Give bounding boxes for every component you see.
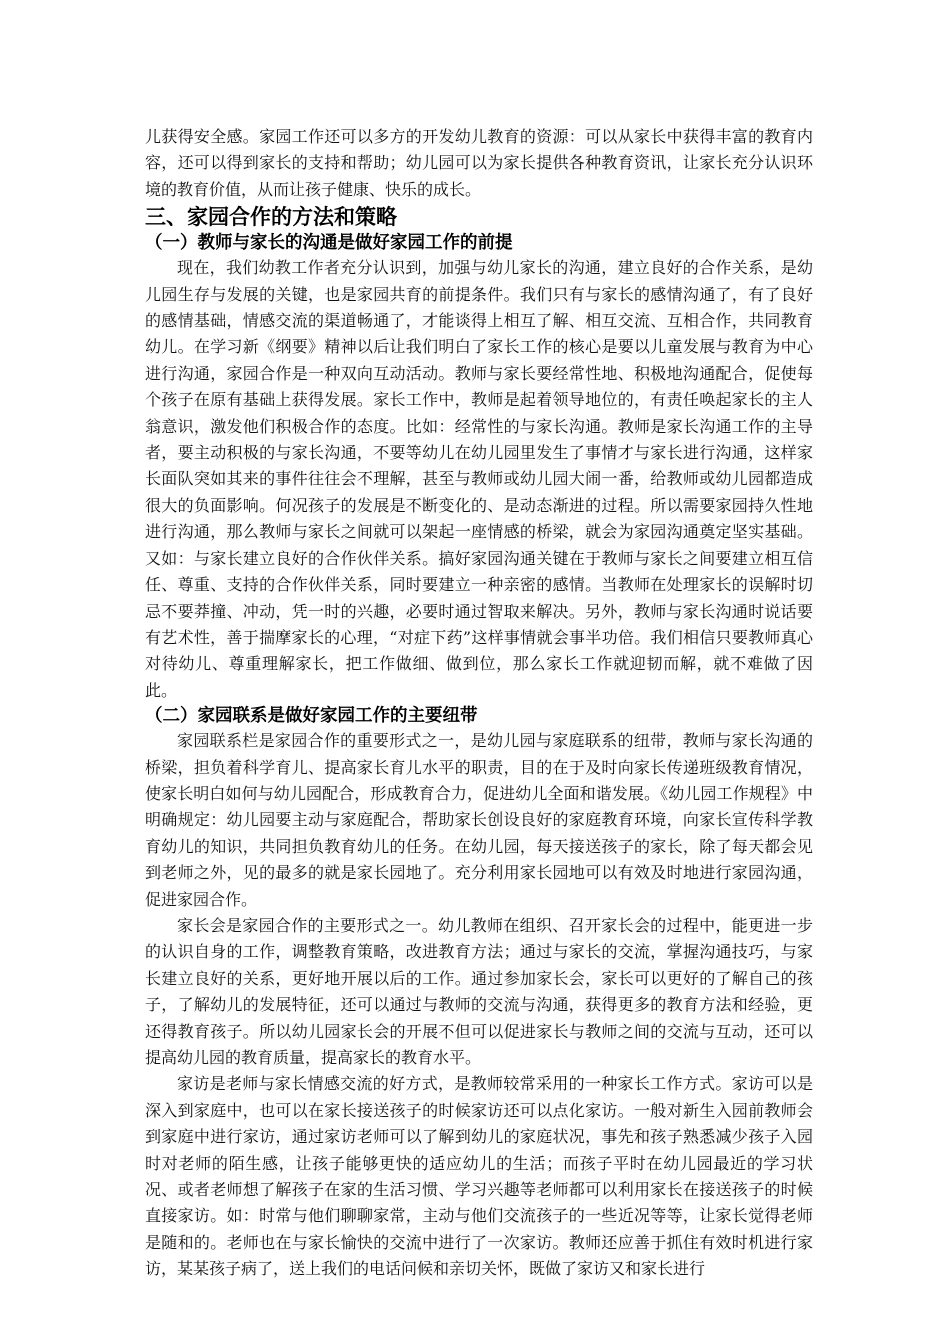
document-page xyxy=(145,124,813,1283)
subsection-1-paragraph: 现在，我们幼教工作者充分认识到，加强与幼儿家长的沟通，建立良好的合作关系，是幼儿园生存与发展的关键，也是家园共育的前提条件。我们只有与家长的感情沟通了，有了良好的感情基础，情感交流的渠道畅通了，才能谈得上相互了解、相互交流、互相合作，共同教育幼儿。在学习新《纲要》精神以后让我们明白了家长工作的核心是要以儿童发展与教育为中心进行沟通，家园合作是一种双向互动活动。教师与家长要经常性地、积极地沟通配合，促使每个孩子在原有基础上获得发展。家长工作中，教师是起着领导地位的，有责任唤起家长的主人翁意识，激发他们积极合作的态度。比如：经常性的与家长沟通。教师是家长沟通工作的主导者，要主动积极的与家长沟通，不要等幼儿在幼儿园里发生了事情才与家长进行沟通，这样家长面队突如其来的事件往往会不理解，甚至与教师或幼儿园大闹一番，给教师或幼儿园都造成很大的负面影响。何况孩子的发展是不断变化的、是动态渐进的过程。所以需要家园持久性地进行沟通，那么教师与家长之间就可以架起一座情感的桥梁，就会为家园沟通奠定坚实基础。又如：与家长建立良好的合作伙伴关系。搞好家园沟通关键在于教师与家长之间要建立相互信任、尊重、支持的合作伙伴关系，同时要建立一种亲密的感情。当教师在处理家长的误解时切忌不要莽撞、冲动，凭一时的兴趣，必要时通过智取来解决。另外，教师与家长沟通时说话要有艺术性，善于揣摩家长的心理，“对症下药”这样事情就会事半功倍。我们相信只要教师真心对待幼儿、尊重理解家长，把工作做细、做到位，那么家长工作就迎韧而解，就不难做了因此。 xyxy=(145,258,813,700)
subsection-2-paragraph-parent-meeting: 家长会是家园合作的主要形式之一。幼儿教师在组织、召开家长会的过程中，能更进一步的认识自身的工作，调整教育策略，改进教育方法；通过与家长的交流，掌握沟通技巧，与家长建立良好的关系，更好地开展以后的工作。通过参加家长会，家长可以更好的了解自己的孩子，了解幼儿的发展特征，还可以通过与教师的交流与沟通，获得更多的教育方法和经验，更还得教育孩子。所以幼儿园家长会的开展不但可以促进家长与教师之间的交流与互动，还可以提高幼儿园的教育质量，提高家长的教育水平。 xyxy=(145,915,813,1067)
subsection-2-heading: （二）家园联系是做好家园工作的主要纽带 xyxy=(145,706,478,727)
subsection-2-paragraph-home-contact: 家园联系栏是家园合作的重要形式之一，是幼儿园与家庭联系的纽带，教师与家长沟通的桥梁，担负着科学育儿、提高家长育儿水平的职责，目的在于及时向家长传递班级教育情况，使家长明白如何与幼儿园配合，形成教育合力，促进幼儿全面和谐发展。《幼儿园工作规程》中明确规定：幼儿园要主动与家庭配合，帮助家长创设良好的家庭教育环境，向家长宣传科学教育幼儿的知识，共同担负教育幼儿的任务。在幼儿园，每天接送孩子的家长，除了每天都会见到老师之外，见的最多的就是家长园地了。充分利用家长园地可以有效及时地进行家园沟通，促进家园合作。 xyxy=(145,731,813,909)
section-heading: 三、家园合作的方法和策略 xyxy=(145,205,397,230)
subsection-2-paragraph-home-visit: 家访是老师与家长情感交流的好方式，是教师较常采用的一种家长工作方式。家访可以是深入到家庭中，也可以在家长接送孩子的时候家访还可以点化家访。一般对新生入园前教师会到家庭中进行家访，通过家访老师可以了解到幼儿的家庭状况，事先和孩子熟悉减少孩子入园时对老师的陌生感，让孩子能够更快的适应幼儿的生活；而孩子平时在幼儿园最近的学习状况、或者老师想了解孩子在家的生活习惯、学习兴趣等老师都可以利用家长在接送孩子的时候直接家访。如：时常与他们聊聊家常，主动与他们交流孩子的一些近况等等，让家长觉得老师是随和的。老师也在与家长愉快的交流中进行了一次家访。教师还应善于抓住有效时机进行家访，某某孩子病了，送上我们的电话问候和亲切关怀，既做了家访又和家长进行 xyxy=(145,1074,813,1279)
subsection-1-heading: （一）教师与家长的沟通是做好家园工作的前提 xyxy=(145,233,513,254)
intro-paragraph: 儿获得安全感。家园工作还可以多方的开发幼儿教育的资源：可以从家长中获得丰富的教育内容，还可以得到家长的支持和帮助；幼儿园可以为家长提供各种教育资讯，让家长充分认识环境的教育价值，从而让孩子健康、快乐的成长。 xyxy=(145,127,813,199)
